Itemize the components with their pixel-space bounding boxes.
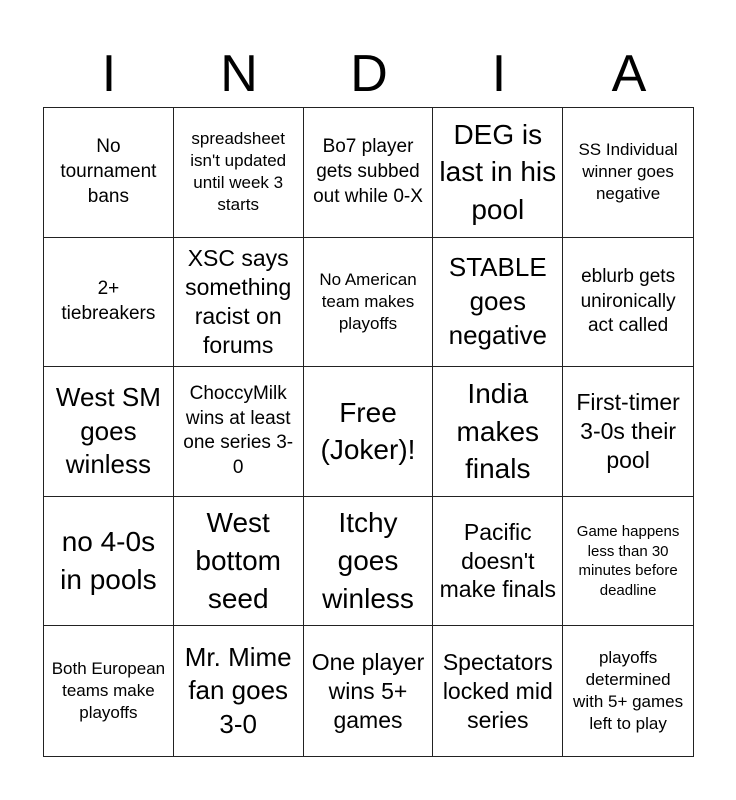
bingo-cell[interactable]: [433, 108, 563, 238]
bingo-cell[interactable]: [174, 238, 304, 368]
bingo-cell[interactable]: [433, 626, 563, 756]
bingo-cell[interactable]: [174, 497, 304, 627]
bingo-cell[interactable]: [433, 497, 563, 627]
title-letter: N: [220, 45, 258, 103]
bingo-cell-text: No American team makes playoffs: [319, 269, 417, 333]
bingo-cell-text: STABLE goes negative: [448, 252, 547, 350]
bingo-cell[interactable]: [44, 108, 174, 238]
bingo-cell[interactable]: [563, 626, 693, 756]
bingo-cell[interactable]: [304, 497, 434, 627]
bingo-cell[interactable]: [174, 367, 304, 497]
bingo-cell-text: DEG is last in his pool: [439, 118, 557, 226]
bingo-cell-text: Both European teams make playoffs: [51, 659, 166, 723]
bingo-cell[interactable]: [304, 367, 434, 497]
bingo-cell-text: Pacific doesn't make finals: [439, 518, 556, 603]
bingo-cell[interactable]: [174, 108, 304, 238]
bingo-cell[interactable]: [44, 367, 174, 497]
bingo-cell-text: Bo7 player gets subbed out while 0-X: [313, 136, 423, 207]
bingo-cell[interactable]: [563, 108, 693, 238]
bingo-cell-text: First-timer 3-0s their pool: [576, 389, 680, 473]
bingo-cell[interactable]: [304, 108, 434, 238]
bingo-cell[interactable]: [563, 367, 693, 497]
bingo-cell-text: 2+ tiebreakers: [61, 278, 156, 324]
bingo-cell[interactable]: [433, 238, 563, 368]
bingo-cell[interactable]: [174, 626, 304, 756]
bingo-cell-text: Spectators locked mid series: [442, 649, 553, 733]
bingo-cell-text: playoffs determined with 5+ games left to play: [573, 648, 684, 734]
bingo-cell-text: eblurb gets unironically act called: [580, 265, 676, 337]
bingo-cell[interactable]: [304, 626, 434, 756]
bingo-cell[interactable]: [304, 238, 434, 368]
bingo-cell-text: SS Individual winner goes negative: [578, 140, 678, 204]
title-letter: I: [101, 45, 117, 103]
bingo-cell-text: Free (Joker)!: [320, 396, 416, 466]
bingo-cell-text: XSC says something racist on forums: [185, 245, 292, 358]
bingo-cell-text: Mr. Mime fan goes 3-0: [184, 641, 292, 740]
bingo-cell-text: West SM goes winless: [55, 381, 161, 480]
bingo-cell-text: West bottom seed: [195, 507, 281, 614]
title-letter: I: [491, 45, 507, 103]
bingo-cell[interactable]: [563, 238, 693, 368]
bingo-cell[interactable]: [44, 497, 174, 627]
bingo-cell-text: ChoccyMilk wins at least one series 3-0: [183, 383, 294, 479]
bingo-cell-text: One player wins 5+ games: [311, 649, 425, 733]
bingo-cell[interactable]: [433, 367, 563, 497]
bingo-cell[interactable]: [563, 497, 693, 627]
bingo-cell-text: no 4-0s in pools: [60, 526, 157, 596]
title-letter: D: [350, 45, 388, 103]
bingo-board: [43, 107, 694, 757]
bingo-cell-text: No tournament bans: [60, 136, 157, 207]
bingo-cell-text: Itchy goes winless: [322, 507, 414, 614]
bingo-cell[interactable]: [44, 626, 174, 756]
bingo-cell-text: Game happens less than 30 minutes before deadline: [576, 523, 680, 599]
bingo-title: [44, 40, 694, 108]
bingo-cell-text: spreadsheet isn't updated until week 3 starts: [190, 129, 287, 215]
bingo-cell-text: India makes finals: [456, 377, 540, 485]
title-letter: A: [611, 45, 647, 103]
bingo-cell[interactable]: [44, 238, 174, 368]
